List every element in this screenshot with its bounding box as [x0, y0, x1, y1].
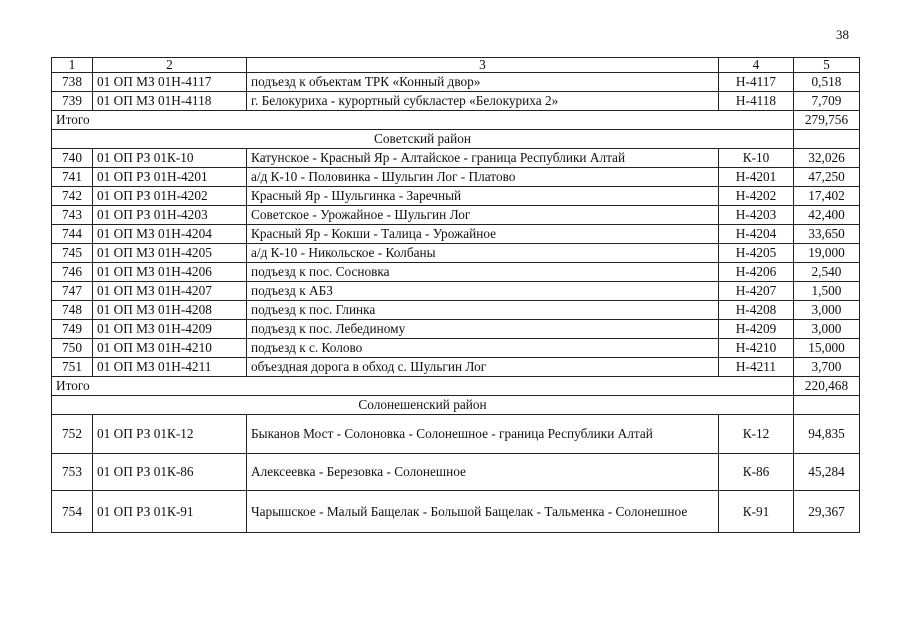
column-header: 4: [719, 58, 794, 73]
road-code: 01 ОП РЗ 01К-10: [93, 149, 247, 168]
row-number: 742: [52, 187, 93, 206]
road-name: Красный Яр - Кокши - Талица - Урожайное: [247, 225, 719, 244]
road-code: 01 ОП МЗ 01Н-4209: [93, 320, 247, 339]
total-row: [52, 111, 860, 130]
road-length: 94,835: [794, 415, 860, 454]
road-name: Катунское - Красный Яр - Алтайское - граница Республики Алтай: [247, 149, 719, 168]
column-header: 5: [794, 58, 860, 73]
table-row: [52, 301, 860, 320]
road-code: 01 ОП МЗ 01Н-4117: [93, 73, 247, 92]
road-name: подъезд к пос. Глинка: [247, 301, 719, 320]
row-number: 750: [52, 339, 93, 358]
road-index: Н-4118: [719, 92, 794, 111]
total-label: Итого: [52, 111, 794, 130]
table-row: [52, 206, 860, 225]
road-name: подъезд к пос. Лебединому: [247, 320, 719, 339]
road-index: Н-4203: [719, 206, 794, 225]
road-code: 01 ОП РЗ 01Н-4203: [93, 206, 247, 225]
road-length: 17,402: [794, 187, 860, 206]
road-length: 29,367: [794, 491, 860, 533]
table-row: [52, 339, 860, 358]
table-header-row: [52, 58, 860, 73]
road-code: 01 ОП РЗ 01К-91: [93, 491, 247, 533]
district-empty-cell: [794, 396, 860, 415]
road-length: 3,000: [794, 301, 860, 320]
road-index: Н-4210: [719, 339, 794, 358]
road-length: 7,709: [794, 92, 860, 111]
road-code: 01 ОП РЗ 01Н-4201: [93, 168, 247, 187]
road-code: 01 ОП МЗ 01Н-4204: [93, 225, 247, 244]
road-register-table: [51, 57, 860, 533]
road-index: К-10: [719, 149, 794, 168]
district-empty-cell: [794, 130, 860, 149]
road-name: г. Белокуриха - курортный субкластер «Белокуриха 2»: [247, 92, 719, 111]
road-name: подъезд к АБЗ: [247, 282, 719, 301]
road-name: объездная дорога в обход с. Шульгин Лог: [247, 358, 719, 377]
total-value: 279,756: [794, 111, 860, 130]
table-row: [52, 92, 860, 111]
road-name: Чарышское - Малый Бащелак - Большой Бащелак - Тальменка - Солонешное: [247, 491, 719, 533]
road-code: 01 ОП МЗ 01Н-4205: [93, 244, 247, 263]
district-name: Солонешенский район: [52, 396, 794, 415]
district-row: [52, 130, 860, 149]
table-row: [52, 149, 860, 168]
road-length: 3,000: [794, 320, 860, 339]
road-name: Советское - Урожайное - Шульгин Лог: [247, 206, 719, 225]
road-index: Н-4204: [719, 225, 794, 244]
table-row: [52, 454, 860, 491]
road-code: 01 ОП РЗ 01К-86: [93, 454, 247, 491]
road-index: К-91: [719, 491, 794, 533]
road-length: 15,000: [794, 339, 860, 358]
table-row: [52, 263, 860, 282]
table-row: [52, 225, 860, 244]
table-row: [52, 168, 860, 187]
road-length: 42,400: [794, 206, 860, 225]
road-length: 1,500: [794, 282, 860, 301]
column-header: 1: [52, 58, 93, 73]
district-row: [52, 396, 860, 415]
row-number: 754: [52, 491, 93, 533]
table-row: [52, 415, 860, 454]
road-index: Н-4209: [719, 320, 794, 339]
road-code: 01 ОП МЗ 01Н-4118: [93, 92, 247, 111]
row-number: 748: [52, 301, 93, 320]
row-number: 752: [52, 415, 93, 454]
road-code: 01 ОП МЗ 01Н-4211: [93, 358, 247, 377]
row-number: 739: [52, 92, 93, 111]
row-number: 749: [52, 320, 93, 339]
row-number: 743: [52, 206, 93, 225]
row-number: 741: [52, 168, 93, 187]
row-number: 745: [52, 244, 93, 263]
road-length: 2,540: [794, 263, 860, 282]
row-number: 744: [52, 225, 93, 244]
table-row: [52, 320, 860, 339]
road-index: Н-4202: [719, 187, 794, 206]
road-index: Н-4206: [719, 263, 794, 282]
road-name: а/д К-10 - Никольское - Колбаны: [247, 244, 719, 263]
road-index: К-86: [719, 454, 794, 491]
road-code: 01 ОП МЗ 01Н-4206: [93, 263, 247, 282]
column-header: 2: [93, 58, 247, 73]
road-name: подъезд к с. Колово: [247, 339, 719, 358]
road-name: а/д К-10 - Половинка - Шульгин Лог - Платово: [247, 168, 719, 187]
road-length: 3,700: [794, 358, 860, 377]
road-name: Быканов Мост - Солоновка - Солонешное - граница Республики Алтай: [247, 415, 719, 454]
road-code: 01 ОП МЗ 01Н-4207: [93, 282, 247, 301]
table-row: [52, 282, 860, 301]
table-row: [52, 244, 860, 263]
row-number: 738: [52, 73, 93, 92]
road-code: 01 ОП МЗ 01Н-4210: [93, 339, 247, 358]
row-number: 746: [52, 263, 93, 282]
total-value: 220,468: [794, 377, 860, 396]
total-row: [52, 377, 860, 396]
road-index: Н-4211: [719, 358, 794, 377]
road-length: 45,284: [794, 454, 860, 491]
road-index: К-12: [719, 415, 794, 454]
road-code: 01 ОП РЗ 01К-12: [93, 415, 247, 454]
road-length: 47,250: [794, 168, 860, 187]
table-row: [52, 187, 860, 206]
page-number: 38: [836, 27, 849, 42]
table-row: [52, 491, 860, 533]
row-number: 740: [52, 149, 93, 168]
road-index: Н-4205: [719, 244, 794, 263]
road-length: 32,026: [794, 149, 860, 168]
row-number: 753: [52, 454, 93, 491]
road-name: подъезд к объектам ТРК «Конный двор»: [247, 73, 719, 92]
road-length: 33,650: [794, 225, 860, 244]
row-number: 747: [52, 282, 93, 301]
road-index: Н-4208: [719, 301, 794, 320]
table-row: [52, 73, 860, 92]
road-name: Алексеевка - Березовка - Солонешное: [247, 454, 719, 491]
column-header: 3: [247, 58, 719, 73]
road-name: Красный Яр - Шульгинка - Заречный: [247, 187, 719, 206]
road-length: 19,000: [794, 244, 860, 263]
road-code: 01 ОП РЗ 01Н-4202: [93, 187, 247, 206]
road-length: 0,518: [794, 73, 860, 92]
road-index: Н-4207: [719, 282, 794, 301]
road-code: 01 ОП МЗ 01Н-4208: [93, 301, 247, 320]
row-number: 751: [52, 358, 93, 377]
table-row: [52, 358, 860, 377]
road-index: Н-4117: [719, 73, 794, 92]
district-name: Советский район: [52, 130, 794, 149]
total-label: Итого: [52, 377, 794, 396]
road-index: Н-4201: [719, 168, 794, 187]
road-name: подъезд к пос. Сосновка: [247, 263, 719, 282]
